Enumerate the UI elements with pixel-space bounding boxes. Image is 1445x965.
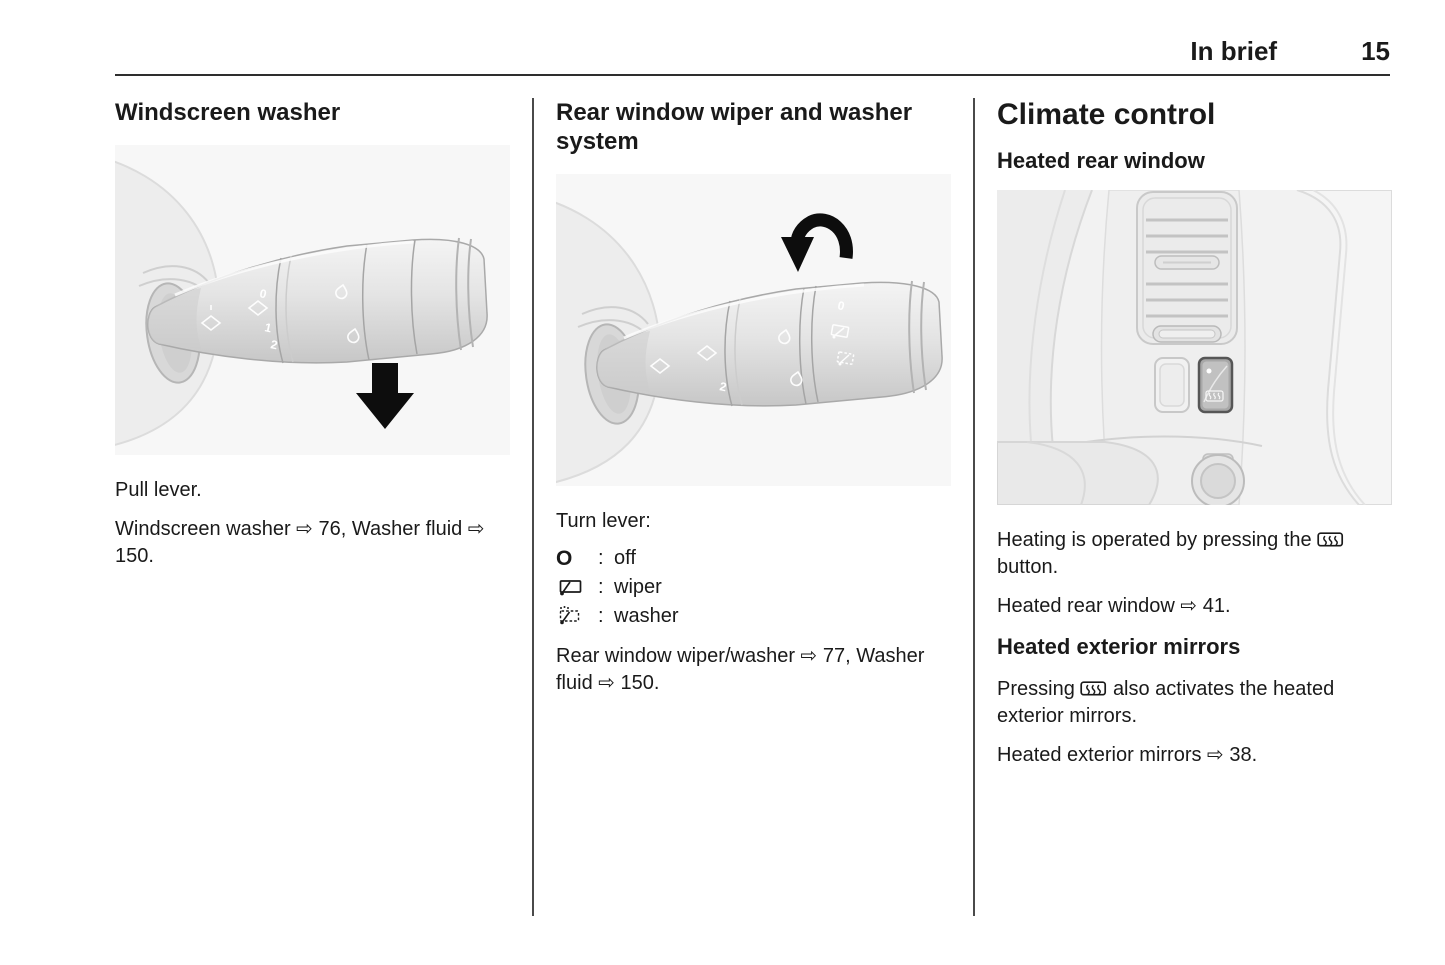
wiper-stalk-pull-illustration (115, 145, 510, 455)
column-title: Windscreen washer (115, 99, 341, 126)
power-outlet (1192, 454, 1244, 505)
svg-text:2: 2 (718, 379, 728, 395)
svg-text:2: 2 (269, 337, 279, 353)
windscreen-washer-illustration (115, 145, 510, 455)
page-header (115, 0, 1390, 76)
off-position-symbol: O (556, 546, 573, 570)
blank-button (1155, 358, 1189, 412)
rear-wiper-illustration (556, 174, 951, 486)
body-text: Pressing also activates the heated exterior mirrors. (997, 678, 1335, 727)
reference-text: Heated exterior mirrors ⇨ 38. (997, 744, 1258, 766)
column-divider (532, 98, 534, 916)
column-title: Rear window wiper and washer system (556, 99, 913, 155)
wiper-stalk-rotate-illustration (556, 174, 951, 486)
column-climate-control (997, 98, 1392, 916)
dashboard-illustration (997, 190, 1392, 505)
legend-colon: : (598, 576, 604, 598)
legend-label: washer (614, 605, 679, 627)
legend-row-washer (556, 602, 951, 631)
rear-wiper-icon (556, 576, 598, 600)
content-columns (115, 98, 1390, 916)
legend-colon: : (598, 605, 604, 627)
legend-label: wiper (614, 576, 662, 598)
heated-rear-window-icon (1317, 531, 1344, 548)
column-divider (973, 98, 975, 916)
subheading-heated-rear-window: Heated rear window (997, 148, 1205, 173)
svg-text:0: 0 (258, 286, 268, 302)
rear-washer-icon (556, 605, 598, 629)
reference-text: Rear window wiper/washer ⇨ 77, Washer fluid ⇨ 150. (556, 645, 925, 694)
svg-text:0: 0 (836, 298, 846, 314)
column-windscreen-washer (115, 98, 510, 916)
legend-row-off (556, 544, 951, 573)
page-number: 15 (1361, 36, 1390, 66)
column-rear-wiper (556, 98, 951, 916)
instruction-text: Pull lever. (115, 479, 202, 501)
svg-text:1: 1 (263, 320, 273, 336)
legend-colon: : (598, 547, 604, 569)
position-legend (556, 544, 951, 631)
chapter-title: Climate control (997, 98, 1216, 131)
reference-text: Heated rear window ⇨ 41. (997, 595, 1231, 617)
section-title: In brief (1190, 36, 1278, 66)
legend-label: off (614, 547, 636, 569)
subheading-heated-exterior-mirrors: Heated exterior mirrors (997, 634, 1241, 659)
air-vent (1137, 192, 1237, 344)
body-text: Heating is operated by pressing the button. (997, 527, 1392, 581)
header-rule (115, 74, 1390, 76)
instruction-text: Turn lever: (556, 510, 651, 532)
reference-text: Windscreen washer ⇨ 76, Washer fluid ⇨ 150. (115, 518, 485, 567)
heated-rear-window-switch (1199, 358, 1232, 412)
legend-row-wiper (556, 573, 951, 602)
heated-rear-window-icon (1080, 680, 1107, 697)
dashboard-switch-illustration (997, 190, 1392, 505)
